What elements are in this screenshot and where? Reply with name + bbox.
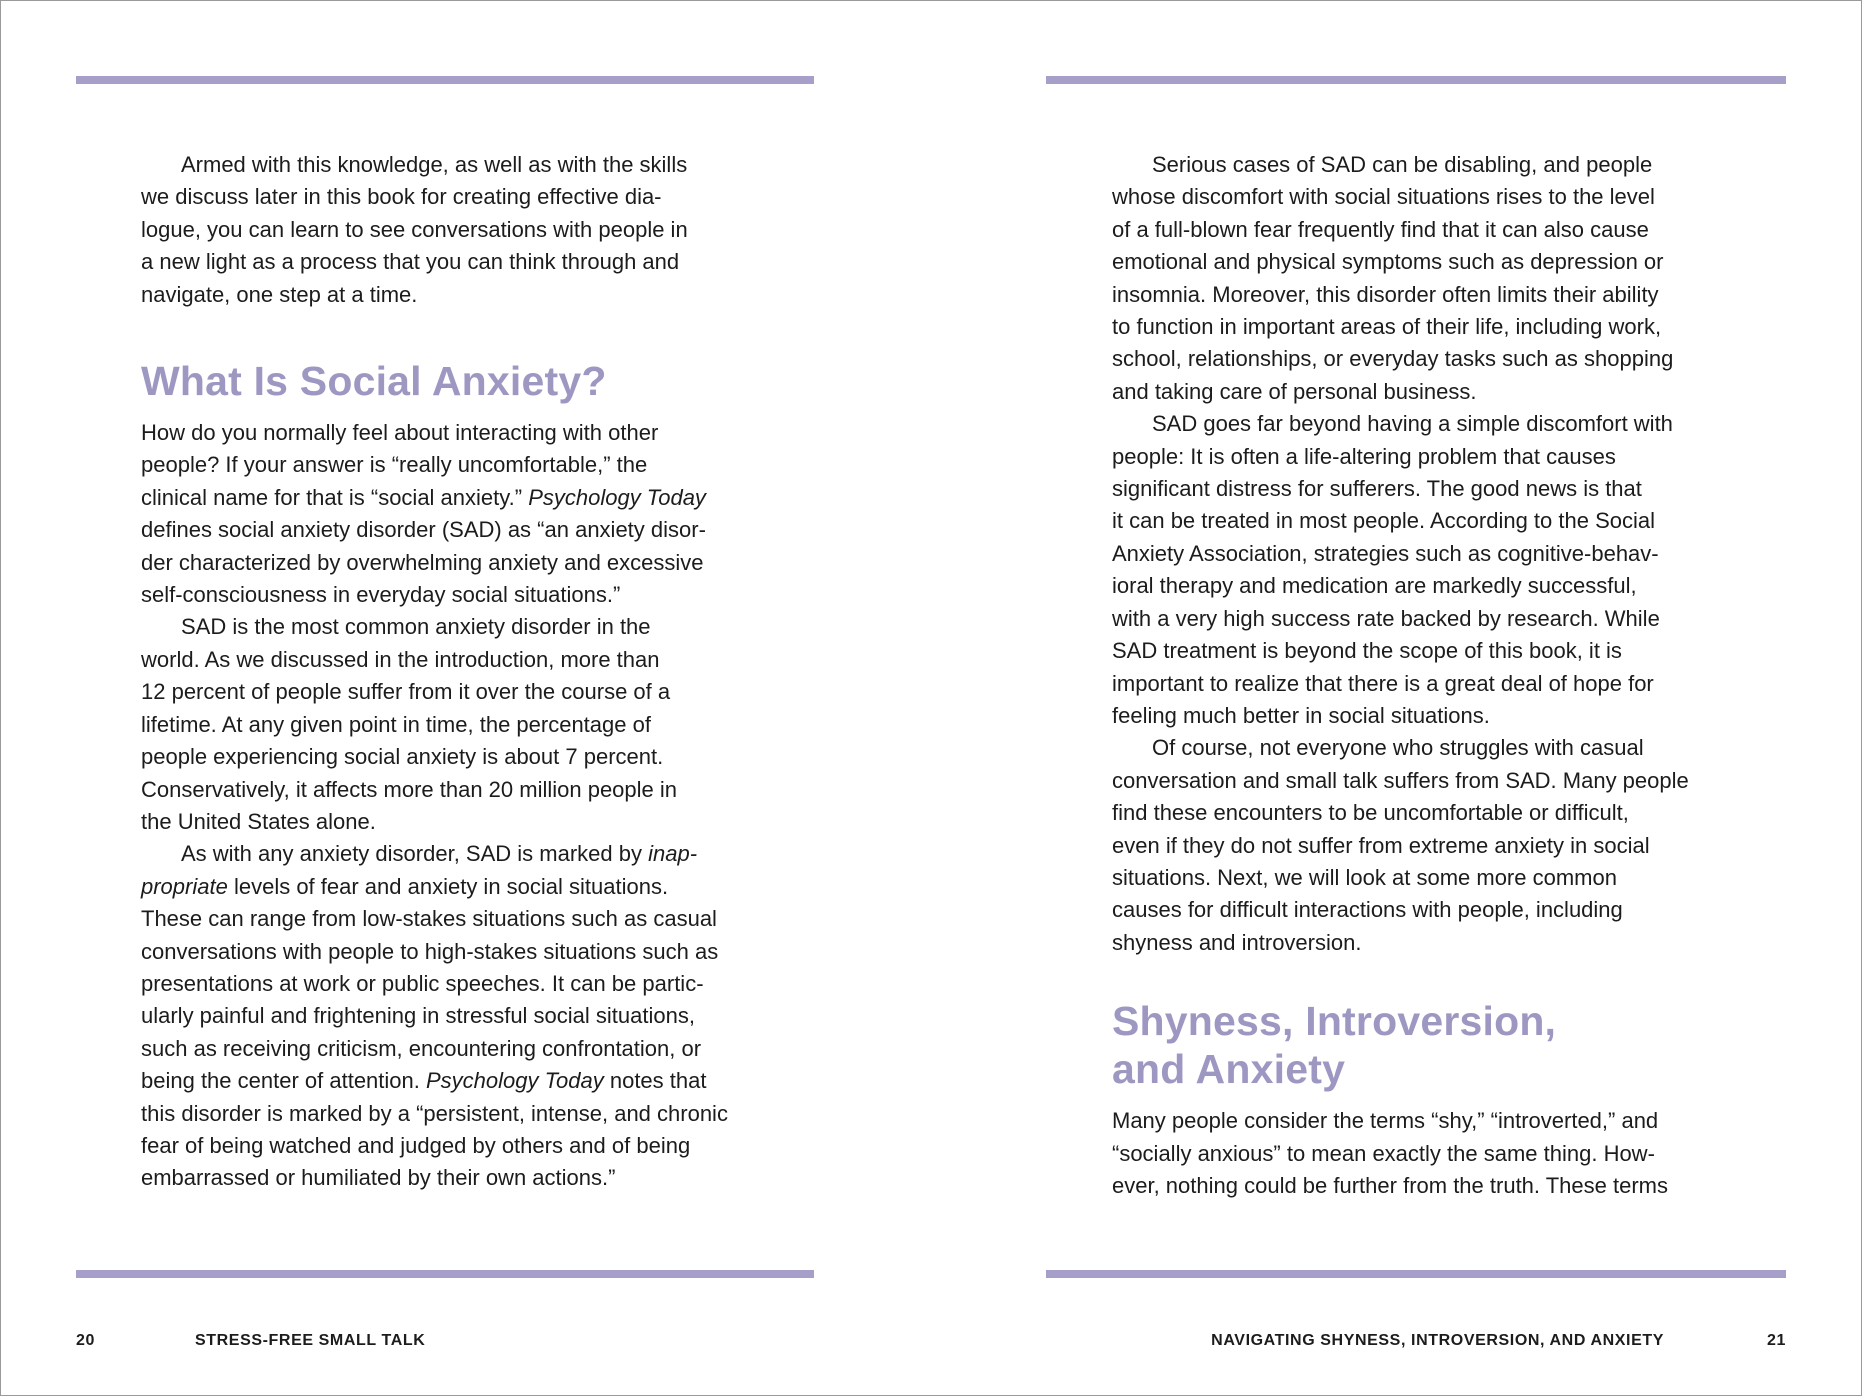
right-paragraph-1: Serious cases of SAD can be disabling, and people whose discomfort with social situations rises to the level of a full-blown fear frequently find that it can also cause emotional and physical symptoms such as depression or insomnia. Moreover, this disorder often limits their ability to function in important areas of their life, including work, school, relationships, or everyday tasks such as shopping and taking care of personal business. [1112, 152, 1674, 404]
left-text-column [141, 149, 781, 1195]
right-paragraph-3: Of course, not everyone who struggles with casual conversation and small talk suffers from SAD. Many people find these encounters to be uncomfortable or difficult, even if they do not suffer from extreme anxiety in social situations. Next, we will look at some more common causes for difficult interactions with people, including shyness and introversion. [1112, 735, 1689, 955]
right-bottom-rule [1046, 1270, 1786, 1278]
right-page-number: 21 [1767, 1332, 1786, 1349]
left-paragraph-4-italic-a: inap- propriate [141, 841, 698, 899]
left-paragraph-4-text-b: levels of fear and anxiety in social situations. These can range from low-stakes situations such as casual conversations with people to high-stakes situations such as presentations at work or public speeches. It can be partic- ularly painful and frightening in stressful social situations, such as receiving criticism, encountering confrontation, or being the center of attention. [141, 873, 719, 1094]
left-paragraph-1: Armed with this knowledge, as well as with the skills we discuss later in this book for creating effective dia- logue, you can learn to see conversations with people in a new light as a process that you can think through and navigate, one step at a time. [141, 152, 688, 307]
left-paragraph-4-text-a: As with any anxiety disorder, SAD is marked by [181, 841, 649, 867]
left-paragraph-2-italic: Psychology Today [528, 484, 706, 510]
left-top-rule [76, 76, 814, 84]
left-bottom-rule [76, 1270, 814, 1278]
section-heading-shyness-introversion: Shyness, Introversion, and Anxiety [1112, 998, 1557, 1093]
left-page-number: 20 [76, 1332, 95, 1349]
left-paragraph-4-text-c: notes that this disorder is marked by a “persistent, intense, and chronic fear of being watched and judged by others and of being embarrassed or humiliated by their own actions.” [141, 1068, 728, 1191]
left-paragraph-2 [141, 417, 781, 611]
left-paragraph-4-italic-b: Psychology Today [425, 1068, 604, 1094]
left-paragraph-2-text-a: How do you normally feel about interacting with other people? If your answer is “really uncomfortable,” the clinical name for that is “social anxiety.” [141, 420, 659, 510]
right-paragraph-2: SAD goes far beyond having a simple discomfort with people: It is often a life-altering problem that causes significant distress for sufferers. The good news is that it can be treated in most people. According to the Social Anxiety Association, strategies such as cognitive-behav- ioral therapy and medication are markedly successful, with a very high success rate backed by research. While SAD treatment is beyond the scope of this book, it is important to realize that there is a great deal of hope for feeling much better in social situations. [1112, 411, 1673, 728]
left-paragraph-4 [141, 838, 781, 1194]
right-paragraph-4: Many people consider the terms “shy,” “introverted,” and “socially anxious” to mean exactly the same thing. How- ever, nothing could be further from the truth. These terms [1112, 1108, 1668, 1198]
left-running-head: STRESS-FREE SMALL TALK [195, 1332, 426, 1349]
section-heading-social-anxiety: What Is Social Anxiety? [141, 358, 607, 405]
left-paragraph-2-text-b: defines social anxiety disorder (SAD) as “an anxiety disor- der characterized by overwhelming anxiety and excessive self-consciousness in everyday social situations.” [141, 517, 706, 608]
right-top-rule [1046, 76, 1786, 84]
right-text-column [1112, 149, 1752, 1202]
right-running-head: NAVIGATING SHYNESS, INTROVERSION, AND ANXIETY [1211, 1332, 1664, 1349]
left-paragraph-3: SAD is the most common anxiety disorder in the world. As we discussed in the introduction, more than 12 percent of people suffer from it over the course of a lifetime. At any given point in time, the percentage of people experiencing social anxiety is about 7 percent. Conservatively, it affects more than 20 million people in the United States alone. [141, 614, 678, 834]
